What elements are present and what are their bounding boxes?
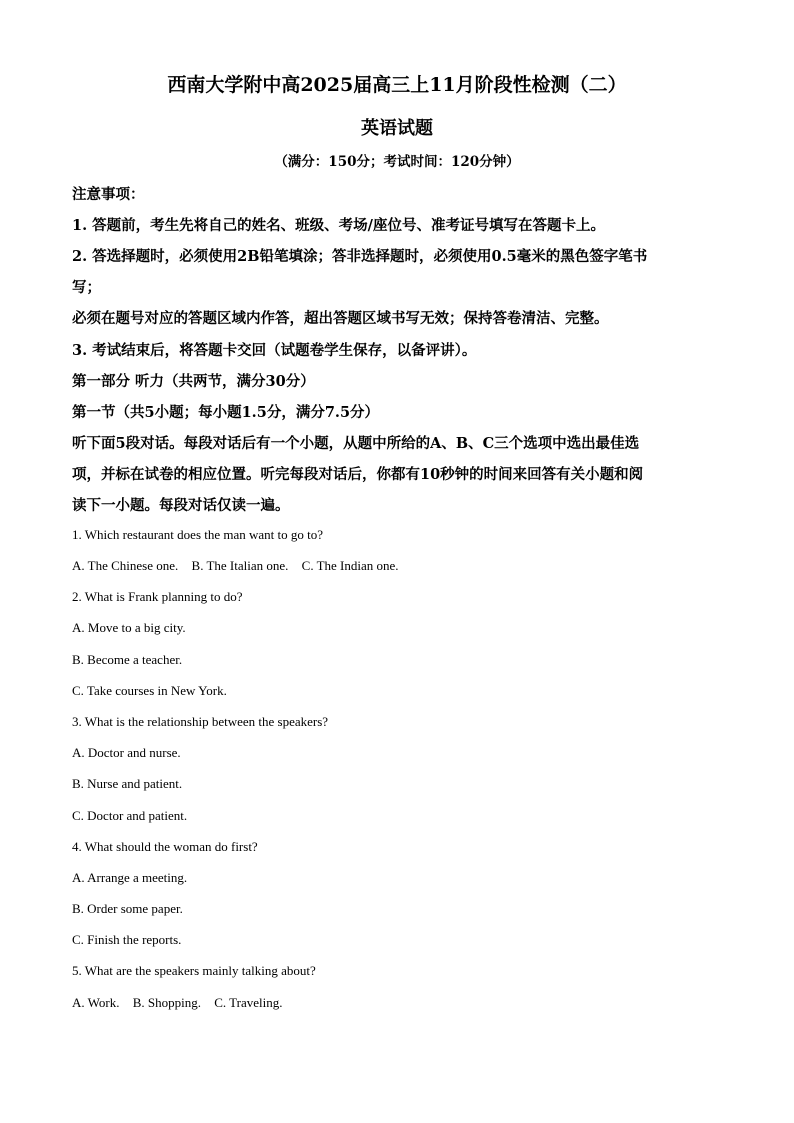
exam-title: 西南大学附中高2025届高三上11月阶段性检测（二） <box>167 74 627 96</box>
notes-item-1: 1. 答题前，考生先将自己的姓名、班级、考场/座位号、准考证号填写在答题卡上。 <box>72 217 605 234</box>
question-3-option-c[interactable]: C. Doctor and patient. <box>72 808 188 823</box>
question-4-option-a[interactable]: A. Arrange a meeting. <box>72 870 188 885</box>
question-5-stem: 5. What are the speakers mainly talking about? <box>72 963 316 978</box>
question-3-option-a[interactable]: A. Doctor and nurse. <box>72 745 181 760</box>
instructions-line-2: 项，并标在试卷的相应位置。听完每段对话后，你都有10秒钟的时间来回答有关小题和阅 <box>72 466 644 483</box>
section1-heading: 第一节（共5小题；每小题1.5分，满分7.5分） <box>72 404 380 421</box>
question-1-option-a[interactable]: A. The Chinese one. <box>72 558 179 573</box>
question-2-stem: 2. What is Frank planning to do? <box>72 589 243 604</box>
subject-title: 英语试题 <box>361 118 433 139</box>
question-5-option-c[interactable]: C. Traveling. <box>214 995 283 1010</box>
notes-heading: 注意事项： <box>72 186 145 203</box>
question-5-options <box>72 995 710 1011</box>
score-time-info: （满分：150分；考试时间：120分钟） <box>274 154 520 170</box>
question-2-option-b[interactable]: B. Become a teacher. <box>72 652 183 667</box>
question-1-option-c[interactable]: C. The Indian one. <box>301 558 399 573</box>
question-4-option-b[interactable]: B. Order some paper. <box>72 901 183 916</box>
question-4-option-c[interactable]: C. Finish the reports. <box>72 932 182 947</box>
notes-item-2-line-3: 必须在题号对应的答题区域内作答，超出答题区域书写无效；保持答卷清洁、完整。 <box>72 310 609 327</box>
question-1-options <box>72 558 710 574</box>
question-3-option-b[interactable]: B. Nurse and patient. <box>72 776 183 791</box>
instructions-line-3: 读下一小题。每段对话仅读一遍。 <box>72 497 290 514</box>
question-1-stem: 1. Which restaurant does the man want to go to? <box>72 527 324 542</box>
question-3-stem: 3. What is the relationship between the speakers? <box>72 714 329 729</box>
question-1-option-b[interactable]: B. The Italian one. <box>191 558 289 573</box>
question-2-option-c[interactable]: C. Take courses in New York. <box>72 683 227 698</box>
part1-heading: 第一部分 听力（共两节，满分30分） <box>72 373 315 390</box>
question-5-option-a[interactable]: A. Work. <box>72 995 120 1010</box>
instructions-line-1: 听下面5段对话。每段对话后有一个小题，从题中所给的A、B、C三个选项中选出最佳选 <box>72 435 640 452</box>
notes-item-2-line-2: 写； <box>72 279 101 296</box>
notes-item-3: 3. 考试结束后，将答题卡交回（试题卷学生保存，以备评讲）。 <box>72 342 477 359</box>
notes-item-2-line-1: 2. 答选择题时，必须使用2B铅笔填涂；答非选择题时，必须使用0.5毫米的黑色签字笔书 <box>72 248 648 265</box>
question-5-option-b[interactable]: B. Shopping. <box>132 995 201 1010</box>
question-2-option-a[interactable]: A. Move to a big city. <box>72 620 186 635</box>
question-4-stem: 4. What should the woman do first? <box>72 839 258 854</box>
